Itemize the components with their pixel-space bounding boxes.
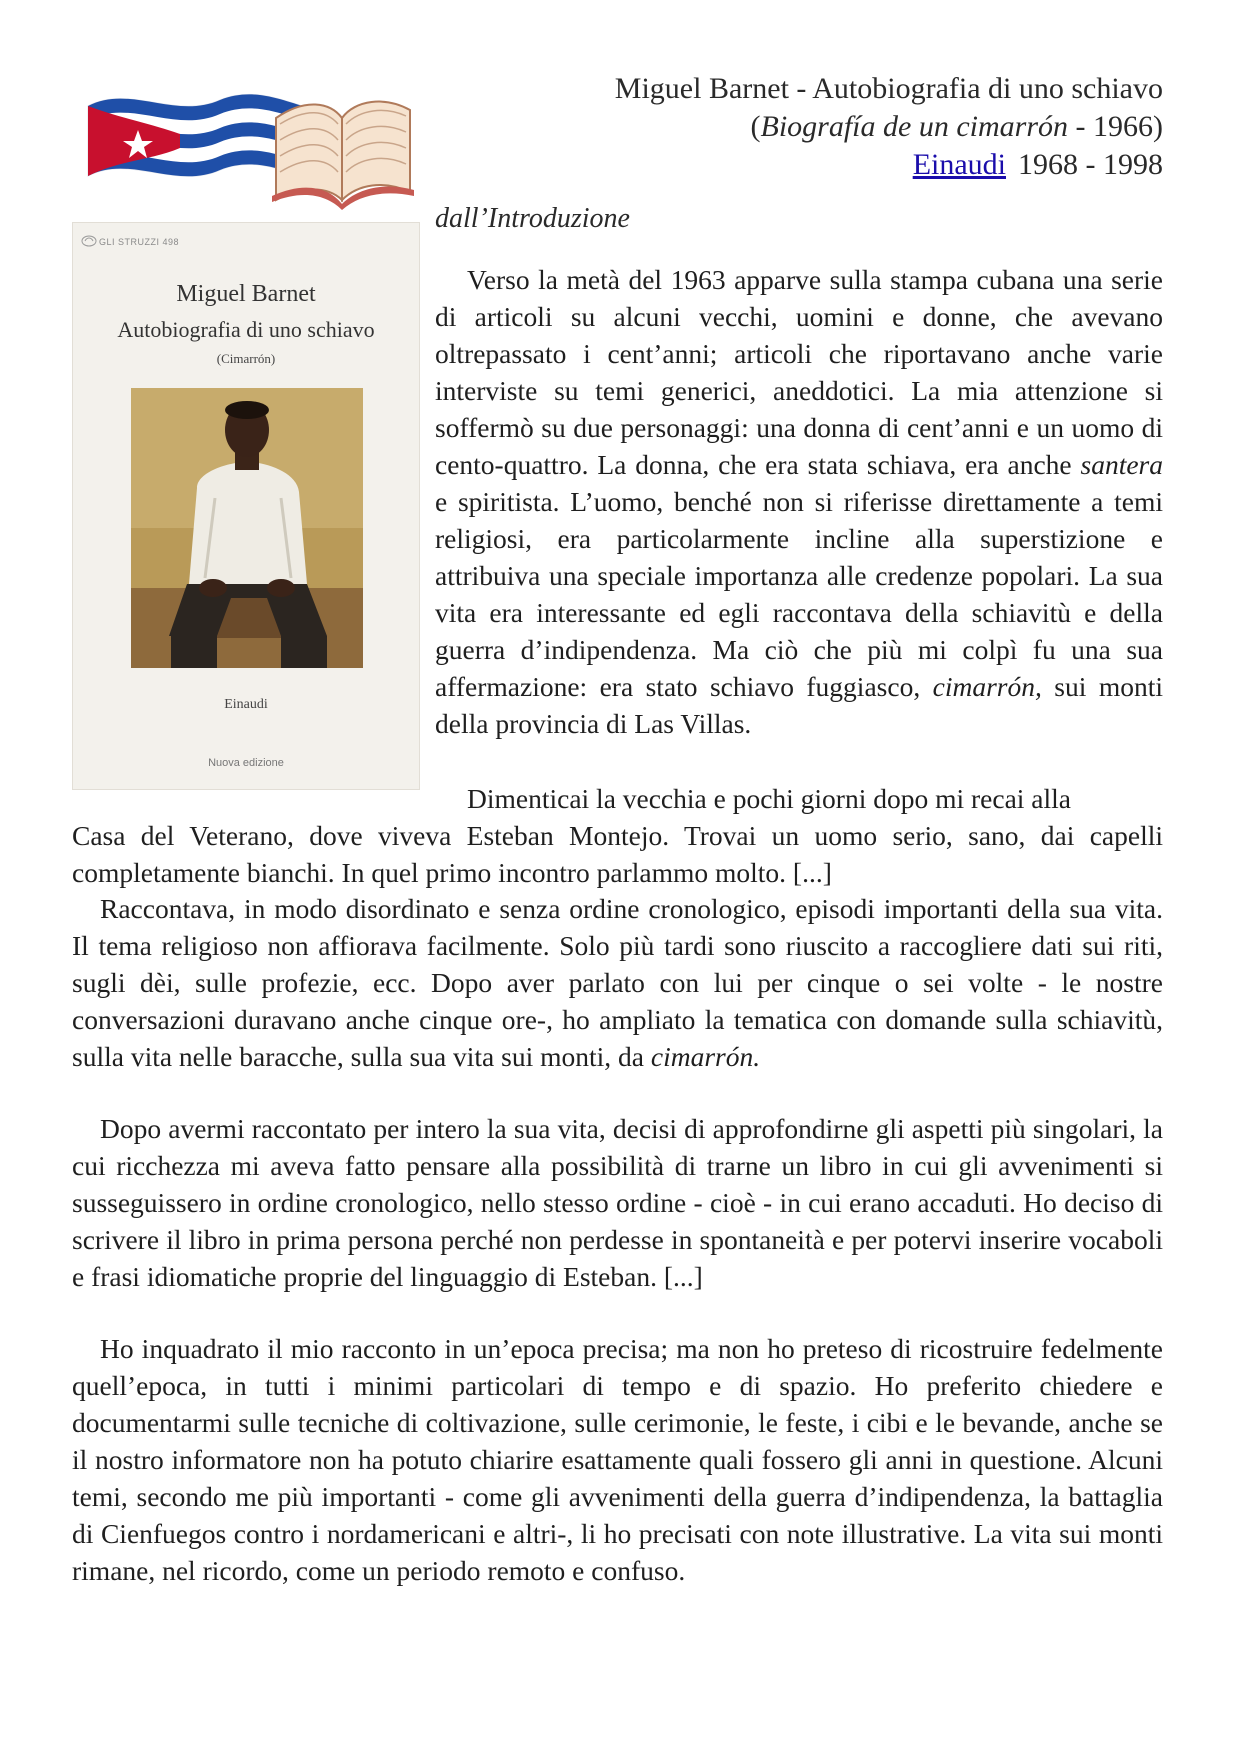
original-title-line: (Biografía de un cimarrón - 1966) [750, 110, 1163, 143]
original-title: Biografía de un cimarrón [760, 110, 1069, 143]
cover-series: GLI STRUZZI 498 [99, 237, 180, 247]
paragraph-2: Dimenticai la vecchia e pochi giorni dopo mi recai alla Casa del Veterano, dove viveva Esteban Montejo. Trovai un uomo serio, sano, dai capelli completamente bianchi. In quel primo incontro parlammo molto. [...] [72, 783, 1163, 888]
author-title: Miguel Barnet - Autobiografia di uno schiavo [614, 72, 1163, 105]
paragraph-1: Verso la metà del 1963 apparve sulla stampa cubana una serie di articoli su alcuni vecchi, uomini e donne, che avevano oltrepassato i cent’anni; articoli che riportavano anche varie interviste su temi generici, aneddotici. La mia attenzione si soffermò su due personaggi: una donna di cent’anni e un uomo di cento-quattro. La donna, che era stata schiava, era anche santera e spiritista. L’uomo, benché non si riferisse direttamente a temi religiosi, era particolarmente incline alla superstizione e attribuiva una speciale importanza alle credenze popolari. La sua vita era interessante ed egli raccontava della schiavitù e della guerra d’indipendenza. Ma ciò che più mi colpì fu una sua affermazione: era stato schiavo fuggiasco, cimarrón, sui monti della provincia di Las Villas. [435, 264, 1163, 739]
cover-publisher: Einaudi [224, 697, 268, 712]
paragraph-3: Raccontava, in modo disordinato e senza ordine cronologico, episodi importanti della sua vita. Il tema religioso non affiorava facilmente. Solo più tardi sono riuscito a raccogliere dati sui riti, sugli dèi, sulle profezie, ecc. Dopo aver parlato con lui per cinque o sei volte - le nostre conversazioni duravano anche cinque ore-, ho ampliato la tematica con domande sulla schiavitù, sulla vita nelle baracche, sulla sua vita sui monti, da cimarrón. [72, 893, 1163, 1072]
book-cover-image [72, 222, 420, 790]
citation-header [543, 70, 1163, 184]
publisher-link[interactable]: Einaudi [912, 148, 1006, 181]
paragraph-4: Dopo avermi raccontato per intero la sua vita, decisi di approfondirne gli aspetti più singolari, la cui ricchezza mi aveva fatto pensare alla possibilità di trarne un libro in cui gli avvenimenti si susseguissero in ordine cronologico, nello stesso ordine - cioè - in cui erano accaduti. Ho deciso di scrivere il libro in prima persona perché non perdesse in spontaneità e per potervi inserire vocaboli e frasi idiomatiche proprie del linguaggio di Esteban. [...] [72, 1113, 1163, 1292]
edition-years: 1968 - 1998 [1018, 148, 1163, 181]
portrait-painting-image [131, 388, 363, 668]
open-book-icon [272, 102, 414, 210]
cover-title: Autobiografia di uno schiavo [117, 317, 375, 342]
section-label: dall’Introduzione [435, 203, 630, 234]
cover-author: Miguel Barnet [176, 281, 316, 307]
cuba-flag-book-logo-icon [80, 78, 420, 210]
ostrich-logo-icon [81, 233, 97, 247]
cover-subtitle: (Cimarrón) [216, 351, 276, 366]
cover-edition: Nuova edizione [208, 757, 284, 769]
publisher-line [543, 146, 1163, 184]
paragraph-5: Ho inquadrato il mio racconto in un’epoca precisa; ma non ho preteso di ricostruire fedelmente quell’epoca, in tutti i minimi particolari di tempo e di spazio. Ho preferito chiedere e documentarmi sulle tecniche di coltivazione, sulle cerimonie, le feste, i cibi e le bevande, anche se il nostro informatore non ha potuto chiarire esattamente quali fossero gli anni in questione. Alcuni temi, secondo me più importanti - come gli avvenimenti della guerra d’indipendenza, la battaglia di Cienfuegos contro i nordamericani e altri-, li ho precisati con note illustrative. La vita sui monti rimane, nel ricordo, come un periodo remoto e confuso. [72, 1333, 1163, 1586]
original-year: - 1966) [1068, 110, 1163, 143]
